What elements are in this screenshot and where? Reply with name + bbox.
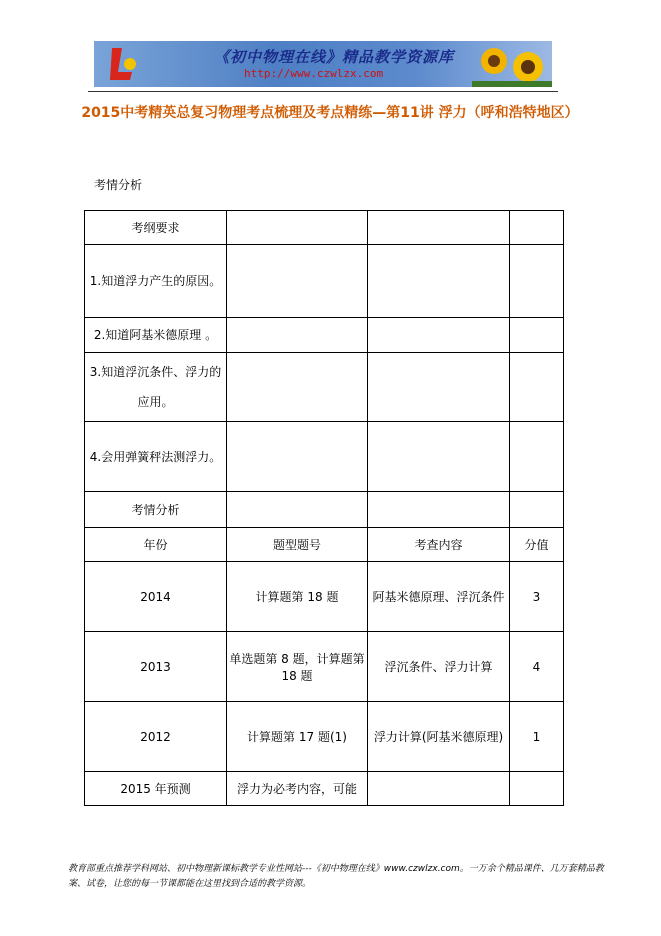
section-label: 考情分析: [94, 178, 143, 192]
cell-content: 浮沉条件、浮力计算: [368, 632, 510, 702]
cell-score: 1: [510, 702, 564, 772]
cell-content: 浮力计算(阿基米德原理): [368, 702, 510, 772]
cell-question: 单选题第 8 题，计算题第 18 题: [227, 632, 368, 702]
banner-url[interactable]: http://www.czwlzx.com: [244, 67, 384, 80]
cell-question: 计算题第 18 题: [227, 562, 368, 632]
exam-analysis-table: [84, 210, 564, 806]
column-header-question: 题型题号: [227, 528, 368, 562]
cell-content: [368, 772, 510, 806]
document-title: 2015中考精英总复习物理考点梳理及考点精练—第11讲 浮力（呼和浩特地区）: [81, 105, 579, 121]
banner-title: 《初中物理在线》精品教学资源库: [214, 48, 455, 66]
cell-score: [510, 772, 564, 806]
sunflower-icon: [472, 41, 552, 87]
requirements-header-cell: [85, 211, 227, 245]
table-row: [85, 772, 564, 806]
cell-score: 4: [510, 632, 564, 702]
requirement-item: 2.知道阿基米德原理 。: [85, 318, 227, 353]
footer-note: 教育部重点推荐学科网站、初中物理新课标教学专业性网站---《初中物理在线》www.czwlzx.com。一万余个精品课件、几万套精品教案、试卷，让您的每一节课都能在这里找到合适的教学资源。: [68, 864, 604, 889]
requirements-header: 考纲要求: [131, 221, 180, 235]
column-header-content: 考查内容: [368, 528, 510, 562]
cell-content: 阿基米德原理、浮沉条件: [368, 562, 510, 632]
cell-question: 计算题第 17 题(1): [227, 702, 368, 772]
header-banner: [94, 41, 552, 87]
requirement-item: 3.知道浮沉条件、浮力的应用。: [85, 353, 227, 422]
cell-year: 2014: [85, 562, 227, 632]
cell-question: 浮力为必考内容，可能: [227, 772, 368, 806]
header-rule: [88, 91, 558, 92]
cell-year: 2015 年预测: [85, 772, 227, 806]
table-row: [85, 632, 564, 702]
cell-score: 3: [510, 562, 564, 632]
cell-year: 2013: [85, 632, 227, 702]
table-row: [85, 702, 564, 772]
analysis-header: 考情分析: [85, 492, 227, 528]
requirement-item: 1.知道浮力产生的原因。: [85, 245, 227, 318]
column-header-score: 分值: [510, 528, 564, 562]
table-row: [85, 562, 564, 632]
logo-icon: [108, 46, 138, 82]
requirement-item: 4.会用弹簧秤法测浮力。: [85, 422, 227, 492]
cell-year: 2012: [85, 702, 227, 772]
column-header-year: 年份: [85, 528, 227, 562]
